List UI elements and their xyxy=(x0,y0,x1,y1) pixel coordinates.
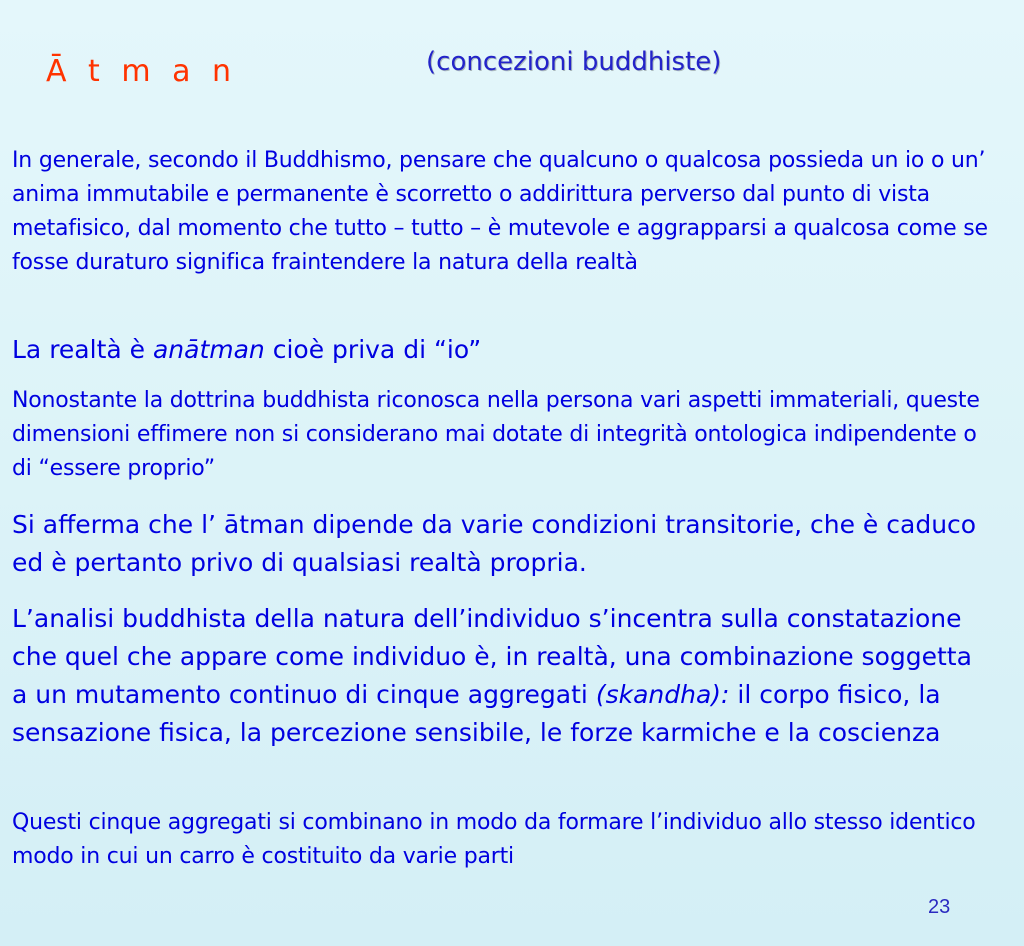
slide-title: Ā t m a n xyxy=(46,54,238,89)
paragraph-immaterial-aspects: Nonostante la dottrina buddhista riconosca nella persona vari aspetti immateriali, queste dimensioni effimere non si considerano mai dotate di integrità ontologica indipendente o di “essere proprio” xyxy=(12,388,980,481)
slide-subtitle: (concezioni buddhiste) xyxy=(426,47,722,77)
skandha-text-before: L’analisi buddhista della natura dell’individuo s’incentra sulla constatazione che quel che appare come individuo è, in realtà, una combinazione soggetta a un mutamento continuo di cinque aggregati xyxy=(12,604,972,709)
skandha-text-after: il corpo fisico, la sensazione fisica, la percezione sensibile, le forze karmiche e la coscienza xyxy=(12,680,941,747)
skandha-term: (skandha): xyxy=(595,680,730,709)
anatman-text-after: cioè priva di “io” xyxy=(264,335,482,364)
page-number: 23 xyxy=(928,896,951,918)
anatman-text-before: La realtà è xyxy=(12,335,153,364)
paragraph-general: In generale, secondo il Buddhismo, pensare che qualcuno o qualcosa possieda un io o un’ anima immutabile e permanente è scorretto o addirittura perverso dal punto di vista metafisico, dal momento che tutto – tutto – è mutevole e aggrapparsi a qualcosa come se fosse duraturo significa fraintendere la natura della realtà xyxy=(12,148,988,275)
paragraph-chariot: Questi cinque aggregati si combinano in modo da formare l’individuo allo stesso identico modo in cui un carro è costituito da varie parti xyxy=(12,810,976,869)
paragraph-skandha xyxy=(12,600,992,752)
anatman-term: anātman xyxy=(152,335,265,364)
paragraph-atman-dependence: Si afferma che l’ ātman dipende da varie condizioni transitorie, che è caduco ed è pertanto privo di qualsiasi realtà propria. xyxy=(12,510,977,577)
paragraph-anatman xyxy=(12,332,992,368)
